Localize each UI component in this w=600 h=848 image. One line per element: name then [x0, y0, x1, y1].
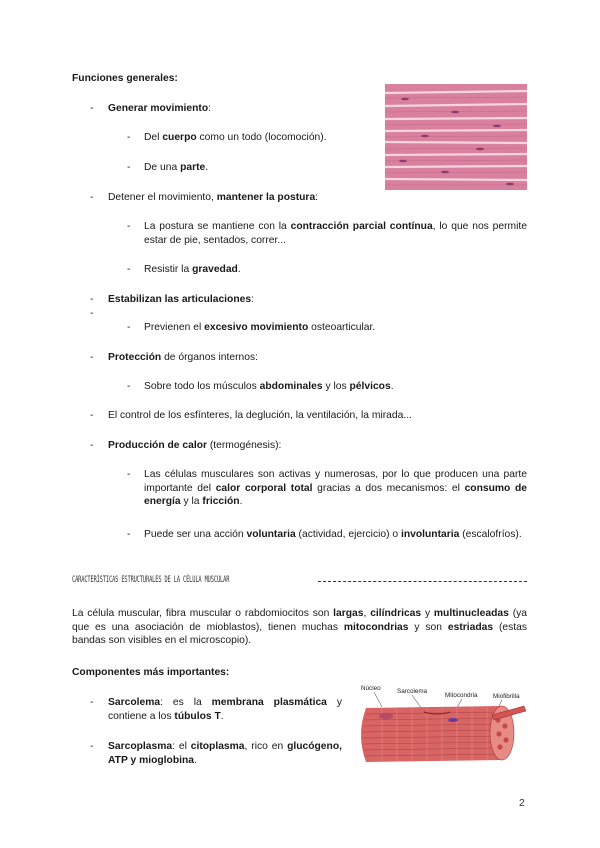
bullet-dash: -: [127, 469, 131, 480]
list-item: Sobre todo los músculos abdominales y los pélvicos.: [144, 381, 394, 392]
bullet-dash: -: [127, 132, 131, 143]
list-item: El control de los esfínteres, la deglución, la ventilación, la mirada...: [108, 410, 412, 421]
bullet-dash: -: [127, 322, 131, 333]
list-item-sarcoplasma: Sarcoplasma: el citoplasma, rico en glucógeno, ATP y mioglobina.: [108, 741, 342, 766]
bullet-dash: -: [127, 529, 131, 540]
list-item: La postura se mantiene con la contracción parcial contínua, lo que nos permite estar de pie, sentados, correr...: [144, 221, 527, 246]
list-item: De una parte.: [144, 162, 209, 173]
bullet-dash: -: [90, 352, 94, 363]
bullet-dash: -: [90, 294, 94, 305]
diagram-label-miofibrilla: Miofibrilla: [493, 693, 520, 700]
diagram-label-sarcolema: Sarcolema: [397, 688, 428, 695]
list-item: Estabilizan las articulaciones:: [108, 294, 254, 305]
list-item: Resistir la gravedad.: [144, 264, 241, 275]
bullet-dash: -: [90, 410, 94, 421]
section-heading-caracteristicas: [72, 574, 527, 590]
bullet-dash: -: [127, 162, 131, 173]
bullet-dash: -: [90, 697, 94, 708]
section-heading-rule: [318, 581, 527, 582]
bullet-dash: -: [127, 381, 131, 392]
bullet-dash: -: [90, 440, 94, 451]
list-item: Las células musculares son activas y numerosas, por lo que producen una parte importante del calor corporal total gracias a dos mecanismos: el consumo de energía y la fricción.: [144, 469, 527, 507]
section-title-funciones: Funciones generales:: [72, 73, 178, 84]
list-item: Detener el movimiento, mantener la postura:: [108, 192, 319, 203]
list-item: Puede ser una acción voluntaria (actividad, ejercicio) o involuntaria (escalofríos).: [144, 529, 522, 540]
muscle-fiber-diagram: [352, 682, 534, 768]
bullet-dash: -: [90, 192, 94, 203]
list-item: Protección de órganos internos:: [108, 352, 258, 363]
paragraph-caracteristicas: La célula muscular, fibra muscular o rabdomiocitos son largas, cilíndricas y multinucleadas (ya que es una asociación de mioblastos), tienen muchas mitocondrias y son estriadas (estas bandas son visibles en el microscopio).: [72, 608, 527, 646]
bullet-dash: -: [127, 264, 131, 275]
bullet-dash: -: [127, 221, 131, 232]
list-item-sarcolema: Sarcolema: es la membrana plasmática y contiene a los túbulos T.: [108, 697, 342, 722]
muscle-micrograph: [385, 84, 527, 190]
bullet-dash: -: [90, 103, 94, 114]
bullet-dash-empty: -: [90, 308, 94, 319]
list-item: Del cuerpo como un todo (locomoción).: [144, 132, 327, 143]
list-item: Previenen el excesivo movimiento osteoarticular.: [144, 322, 376, 333]
list-item: Producción de calor (termogénesis):: [108, 440, 282, 451]
page-number: 2: [519, 797, 525, 809]
section-title-componentes: Componentes más importantes:: [72, 667, 230, 678]
diagram-label-nucleo: Núcleo: [361, 685, 381, 692]
bullet-dash: -: [90, 741, 94, 752]
section-heading-text: CARACTERÍSTICAS ESTRUCTURALES DE LA CÉLULA MUSCULAR: [72, 575, 230, 585]
diagram-label-mitocondria: Mitocondria: [445, 692, 478, 699]
list-item: Generar movimiento:: [108, 103, 212, 114]
